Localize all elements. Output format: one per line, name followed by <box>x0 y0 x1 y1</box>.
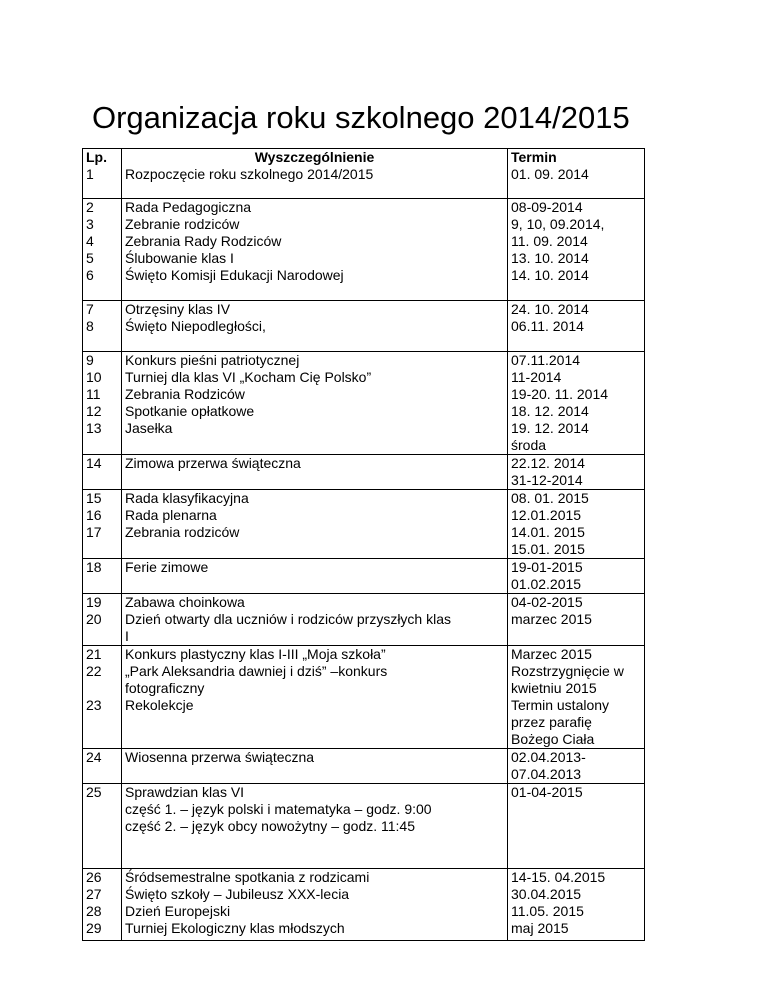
lp-value: 11 <box>86 386 101 402</box>
lp-value: 4 <box>86 233 94 249</box>
lp-cell <box>83 352 122 455</box>
term-value: marzec 2015 <box>511 611 592 627</box>
term-value: 02.04.2013- <box>511 749 586 765</box>
schedule-table <box>82 148 645 941</box>
term-value: środa <box>511 437 547 453</box>
desc-value: Zebranie rodziców <box>125 216 240 232</box>
desc-value: Święto szkoły – Jubileusz XXX-lecia <box>125 886 350 902</box>
desc-value: Zebrania Rady Rodziców <box>125 233 282 249</box>
desc-cell <box>122 301 508 352</box>
lp-value: 25 <box>86 784 102 800</box>
lp-value: 19 <box>86 594 102 610</box>
desc-value: Rada plenarna <box>125 507 217 523</box>
desc-value: Turniej dla klas VI „Kocham Cię Polsko” <box>125 369 372 385</box>
lp-cell <box>83 749 122 784</box>
term-value: 19. 12. 2014 <box>511 420 589 436</box>
desc-value: Sprawdzian klas VI <box>125 784 245 800</box>
page-title: Organizacja roku szkolnego 2014/2015 <box>92 100 630 135</box>
desc-value: Zebrania rodziców <box>125 524 240 540</box>
term-cell <box>508 455 645 490</box>
term-cell <box>508 199 645 301</box>
desc-value: część 2. – język obcy nowożytny – godz. 11:45 <box>125 818 416 834</box>
desc-cell <box>122 594 508 646</box>
lp-cell <box>83 301 122 352</box>
lp-value: 23 <box>86 697 102 713</box>
term-cell <box>508 149 645 199</box>
term-value: 31-12-2014 <box>511 472 583 488</box>
term-value: 18. 12. 2014 <box>511 403 589 419</box>
term-cell <box>508 559 645 594</box>
desc-cell <box>122 869 508 941</box>
desc-cell <box>122 149 508 199</box>
term-value: 9, 10, 09.2014, <box>511 216 605 232</box>
term-value: 15.01. 2015 <box>511 541 585 557</box>
lp-cell <box>83 869 122 941</box>
desc-value: Jasełka <box>125 420 173 436</box>
lp-value: 13 <box>86 420 102 436</box>
desc-value: Turniej Ekologiczny klas młodszych <box>125 920 345 936</box>
term-header: Termin <box>511 149 557 165</box>
desc-cell <box>122 559 508 594</box>
lp-cell <box>83 559 122 594</box>
lp-value: 1 <box>86 166 94 182</box>
lp-value: 18 <box>86 559 102 575</box>
lp-value: 28 <box>86 903 102 919</box>
term-value: 19-01-2015 <box>511 559 583 575</box>
lp-header: Lp. <box>86 149 107 165</box>
lp-cell <box>83 455 122 490</box>
desc-value: Zabawa choinkowa <box>125 594 245 610</box>
lp-value: 6 <box>86 267 94 283</box>
desc-header: Wyszczególnienie <box>254 149 375 165</box>
term-value: 12.01.2015 <box>511 507 582 523</box>
lp-cell <box>83 490 122 559</box>
lp-value: 12 <box>86 403 102 419</box>
desc-value: Zebrania Rodziców <box>125 386 245 402</box>
term-value: Marzec 2015 <box>511 646 592 662</box>
desc-value: Święto Komisji Edukacji Narodowej <box>125 267 344 283</box>
term-value: 19-20. 11. 2014 <box>511 386 609 402</box>
lp-value: 10 <box>86 369 102 385</box>
desc-value: Zimowa przerwa świąteczna <box>125 455 301 471</box>
desc-cell <box>122 199 508 301</box>
desc-value: Rozpoczęcie roku szkolnego 2014/2015 <box>125 166 374 182</box>
term-value: 08-09-2014 <box>511 199 583 215</box>
lp-cell <box>83 784 122 869</box>
term-value: 06.11. 2014 <box>511 318 584 334</box>
desc-value: Rekolekcje <box>125 697 194 713</box>
lp-value: 20 <box>86 611 102 627</box>
table-row <box>83 646 645 749</box>
term-value: 01-04-2015 <box>511 784 583 800</box>
lp-value: 7 <box>86 301 94 317</box>
table-row <box>83 352 645 455</box>
desc-value: Rada Pedagogiczna <box>125 199 252 215</box>
desc-value: Śródsemestralne spotkania z rodzicami <box>125 869 370 885</box>
term-value: 14.01. 2015 <box>511 524 585 540</box>
desc-cell <box>122 646 508 749</box>
desc-cell <box>122 784 508 869</box>
lp-cell <box>83 594 122 646</box>
table-row <box>83 455 645 490</box>
lp-value: 26 <box>86 869 102 885</box>
table-row <box>83 784 645 869</box>
desc-value: fotograficzny <box>125 680 205 696</box>
desc-value: Otrzęsiny klas IV <box>125 301 231 317</box>
desc-value: Konkurs pieśni patriotycznej <box>125 352 300 368</box>
desc-value: część 1. – język polski i matematyka – godz. 9:00 <box>125 801 432 817</box>
term-value: 01.02.2015 <box>511 576 582 592</box>
term-value: Bożego Ciała <box>511 731 595 747</box>
lp-value: 9 <box>86 352 94 368</box>
lp-cell <box>83 646 122 749</box>
term-value: kwietniu 2015 <box>511 680 597 696</box>
desc-value: Rada klasyfikacyjna <box>125 490 249 506</box>
term-value: przez parafię <box>511 714 592 730</box>
term-value: 22.12. 2014 <box>511 455 585 471</box>
lp-value: 15 <box>86 490 102 506</box>
table-row-first <box>83 149 645 199</box>
term-value: 11.05. 2015 <box>511 903 584 919</box>
term-value: 11-2014 <box>511 369 562 385</box>
lp-cell <box>83 149 122 199</box>
desc-value: „Park Aleksandria dawniej i dziś” –konkurs <box>125 663 388 679</box>
table-row <box>83 559 645 594</box>
table-row <box>83 749 645 784</box>
table-row <box>83 199 645 301</box>
desc-value: I <box>125 628 129 644</box>
term-cell <box>508 749 645 784</box>
term-value: 04-02-2015 <box>511 594 583 610</box>
lp-value: 17 <box>86 524 102 540</box>
table-row <box>83 490 645 559</box>
term-value: 08. 01. 2015 <box>511 490 589 506</box>
term-value: 13. 10. 2014 <box>511 250 589 266</box>
lp-value: 22 <box>86 663 102 679</box>
term-value: 07.04.2013 <box>511 766 582 782</box>
lp-value: 8 <box>86 318 94 334</box>
desc-cell <box>122 490 508 559</box>
desc-value: Dzień Europejski <box>125 903 231 919</box>
desc-value: Dzień otwarty dla uczniów i rodziców przyszłych klas <box>125 611 451 627</box>
table-row <box>83 594 645 646</box>
lp-value: 3 <box>86 216 94 232</box>
desc-cell <box>122 352 508 455</box>
lp-value: 21 <box>86 646 102 662</box>
desc-value: Spotkanie opłatkowe <box>125 403 255 419</box>
desc-value: Wiosenna przerwa świąteczna <box>125 749 315 765</box>
term-value: 07.11.2014 <box>511 352 581 368</box>
term-cell <box>508 594 645 646</box>
desc-value: Ferie zimowe <box>125 559 209 575</box>
term-cell <box>508 784 645 869</box>
lp-value: 16 <box>86 507 102 523</box>
term-value: maj 2015 <box>511 920 569 936</box>
lp-value: 29 <box>86 920 102 936</box>
lp-value: 2 <box>86 199 94 215</box>
lp-value <box>86 680 118 697</box>
lp-value: 5 <box>86 250 94 266</box>
table-row <box>83 301 645 352</box>
term-value: Rozstrzygnięcie w <box>511 663 624 679</box>
term-value: 14. 10. 2014 <box>511 267 589 283</box>
term-cell <box>508 646 645 749</box>
term-value: Termin ustalony <box>511 697 610 713</box>
term-value: 14-15. 04.2015 <box>511 869 606 885</box>
desc-cell <box>122 455 508 490</box>
desc-value: Święto Niepodległości, <box>125 318 266 334</box>
desc-cell <box>122 749 508 784</box>
term-cell <box>508 490 645 559</box>
lp-value: 14 <box>86 455 102 471</box>
term-value: 01. 09. 2014 <box>511 166 589 182</box>
lp-cell <box>83 199 122 301</box>
term-value: 11. 09. 2014 <box>511 233 588 249</box>
term-cell <box>508 869 645 941</box>
table-row <box>83 869 645 941</box>
lp-value: 27 <box>86 886 102 902</box>
term-cell <box>508 352 645 455</box>
desc-value: Konkurs plastyczny klas I-III „Moja szkoła” <box>125 646 386 662</box>
desc-value: Ślubowanie klas I <box>125 250 234 266</box>
lp-value: 24 <box>86 749 102 765</box>
term-value: 24. 10. 2014 <box>511 301 589 317</box>
term-cell <box>508 301 645 352</box>
term-value: 30.04.2015 <box>511 886 582 902</box>
